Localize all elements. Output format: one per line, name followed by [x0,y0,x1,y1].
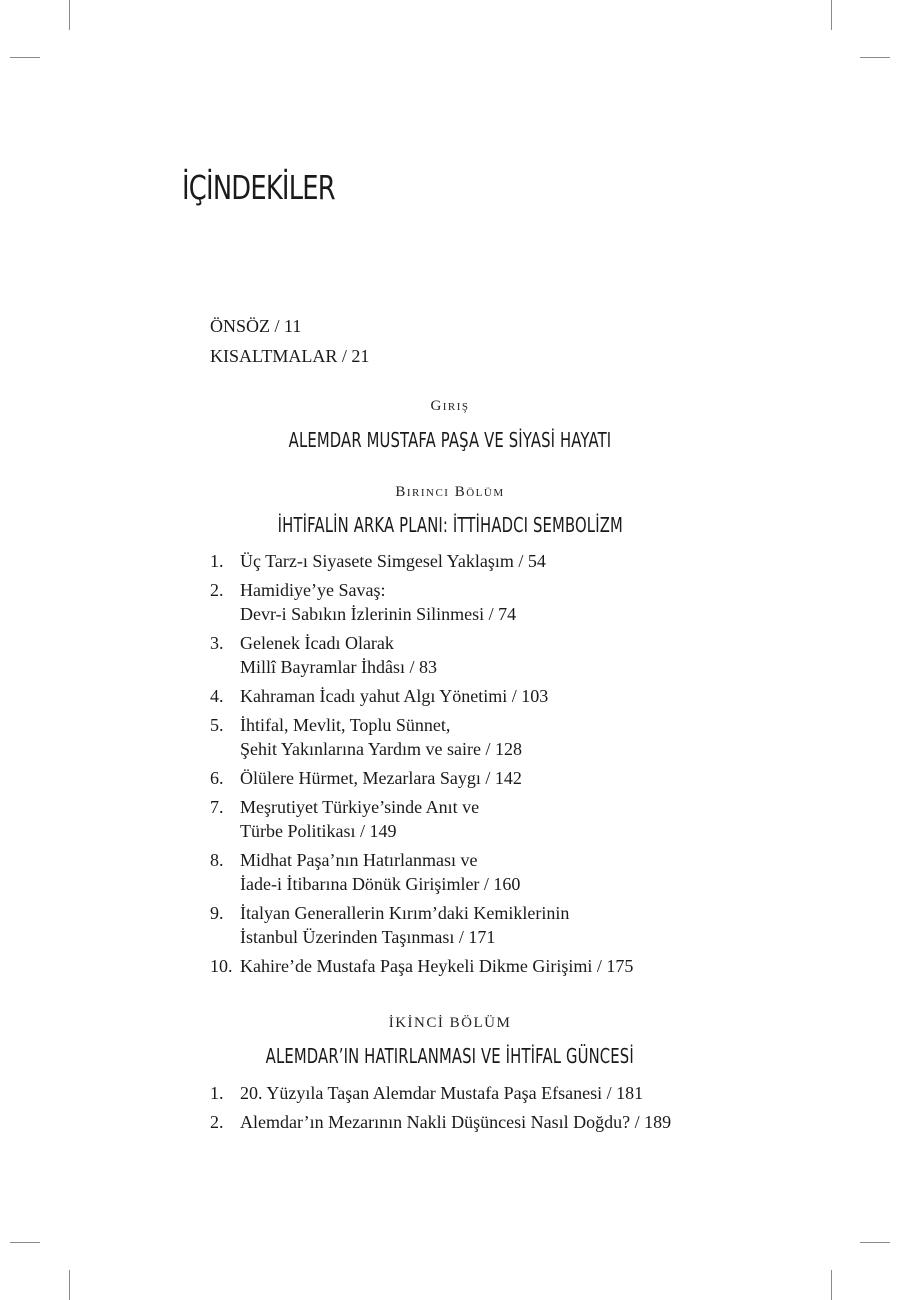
toc-entry-text: Midhat Paşa’nın Hatırlanması ve [240,850,478,870]
front-matter-preface[interactable]: ÖNSÖZ / 11 [210,316,302,336]
toc-entry-text: İtalyan Generallerin Kırım’daki Kemiklerinin [240,903,570,923]
toc-entry[interactable] [210,578,770,626]
toc-entry-text: Millî Bayramlar İhdâsı / 83 [240,657,437,677]
section-title-intro[interactable]: ALEMDAR MUSTAFA PAŞA VE SİYASİ HAYATI [288,428,612,452]
crop-mark-right-upper [860,57,890,58]
front-matter-abbreviations[interactable]: KISALTMALAR / 21 [210,346,370,366]
front-matter-list [210,311,369,371]
section-kicker-part-one: Birinci Bölüm [395,484,505,500]
toc-entry-text: Devr-i Sabıkın İzlerinin Silinmesi / 74 [240,604,517,624]
toc-entry[interactable] [210,549,770,573]
toc-entry-text: Kahire’de Mustafa Paşa Heykeli Dikme Girişimi / 175 [240,956,634,976]
toc-entry-number: 2. [210,580,224,600]
crop-mark-right-lower [860,1242,890,1243]
toc-entry[interactable] [210,631,770,679]
toc-entry-number: 7. [210,797,224,817]
toc-entry[interactable] [210,684,770,708]
toc-entry[interactable] [210,1081,770,1105]
toc-entry-text: Üç Tarz-ı Siyasete Simgesel Yaklaşım / 54 [240,551,546,571]
toc-entry-text: İhtifal, Mevlit, Toplu Sünnet, [240,715,451,735]
section-title-part-two[interactable]: ALEMDAR’IN HATIRLANMASI VE İHTİFAL GÜNCESİ [265,1044,635,1068]
crop-mark-left-lower [10,1242,40,1243]
toc-entry-number: 9. [210,903,224,923]
toc-entry[interactable] [210,848,770,896]
toc-entry-text: 20. Yüzyıla Taşan Alemdar Mustafa Paşa Efsanesi / 181 [240,1083,644,1103]
toc-entry-text: Şehit Yakınlarına Yardım ve saire / 128 [240,739,522,759]
toc-entry[interactable] [210,713,770,761]
toc-entry-text: Alemdar’ın Mezarının Nakli Düşüncesi Nasıl Doğdu? / 189 [240,1112,672,1132]
toc-entry-number: 10. [210,956,233,976]
toc-entry[interactable] [210,1110,770,1134]
toc-entry[interactable] [210,954,770,978]
toc-entry-number: 1. [210,551,224,571]
toc-entry-number: 5. [210,715,224,735]
toc-entry-number: 3. [210,633,224,653]
toc-entry-number: 2. [210,1112,224,1132]
toc-entry-text: Hamidiye’ye Savaş: [240,580,386,600]
page-title: İÇİNDEKİLER [182,168,335,207]
toc-entry-text: İade-i İtibarına Dönük Girişimler / 160 [240,874,521,894]
toc-entry-number: 4. [210,686,224,706]
crop-mark-top-right [831,0,832,30]
crop-mark-bottom-right [831,1270,832,1300]
toc-entry-text: Meşrutiyet Türkiye’sinde Anıt ve [240,797,480,817]
toc-entry-text: Kahraman İcadı yahut Algı Yönetimi / 103 [240,686,549,706]
toc-entry-number: 8. [210,850,224,870]
section-title-part-one[interactable]: İHTİFALİN ARKA PLANI: İTTİHADCI SEMBOLİZM [277,513,623,537]
toc-list-part-one [210,549,770,983]
toc-entry[interactable] [210,795,770,843]
section-kicker-intro: Giriş [430,398,470,414]
toc-list-part-two [210,1081,770,1139]
crop-mark-bottom-left [69,1270,70,1300]
toc-entry-text: Gelenek İcadı Olarak [240,633,394,653]
crop-mark-left-upper [10,57,40,58]
section-kicker-part-two: İKİNCİ BÖLÜM [388,1015,512,1031]
crop-mark-top-left [69,0,70,30]
toc-entry-text: İstanbul Üzerinden Taşınması / 171 [240,927,496,947]
toc-entry[interactable] [210,901,770,949]
toc-entry[interactable] [210,766,770,790]
toc-entry-number: 1. [210,1083,224,1103]
toc-entry-number: 6. [210,768,224,788]
toc-entry-text: Türbe Politikası / 149 [240,821,397,841]
toc-entry-text: Ölülere Hürmet, Mezarlara Saygı / 142 [240,768,522,788]
